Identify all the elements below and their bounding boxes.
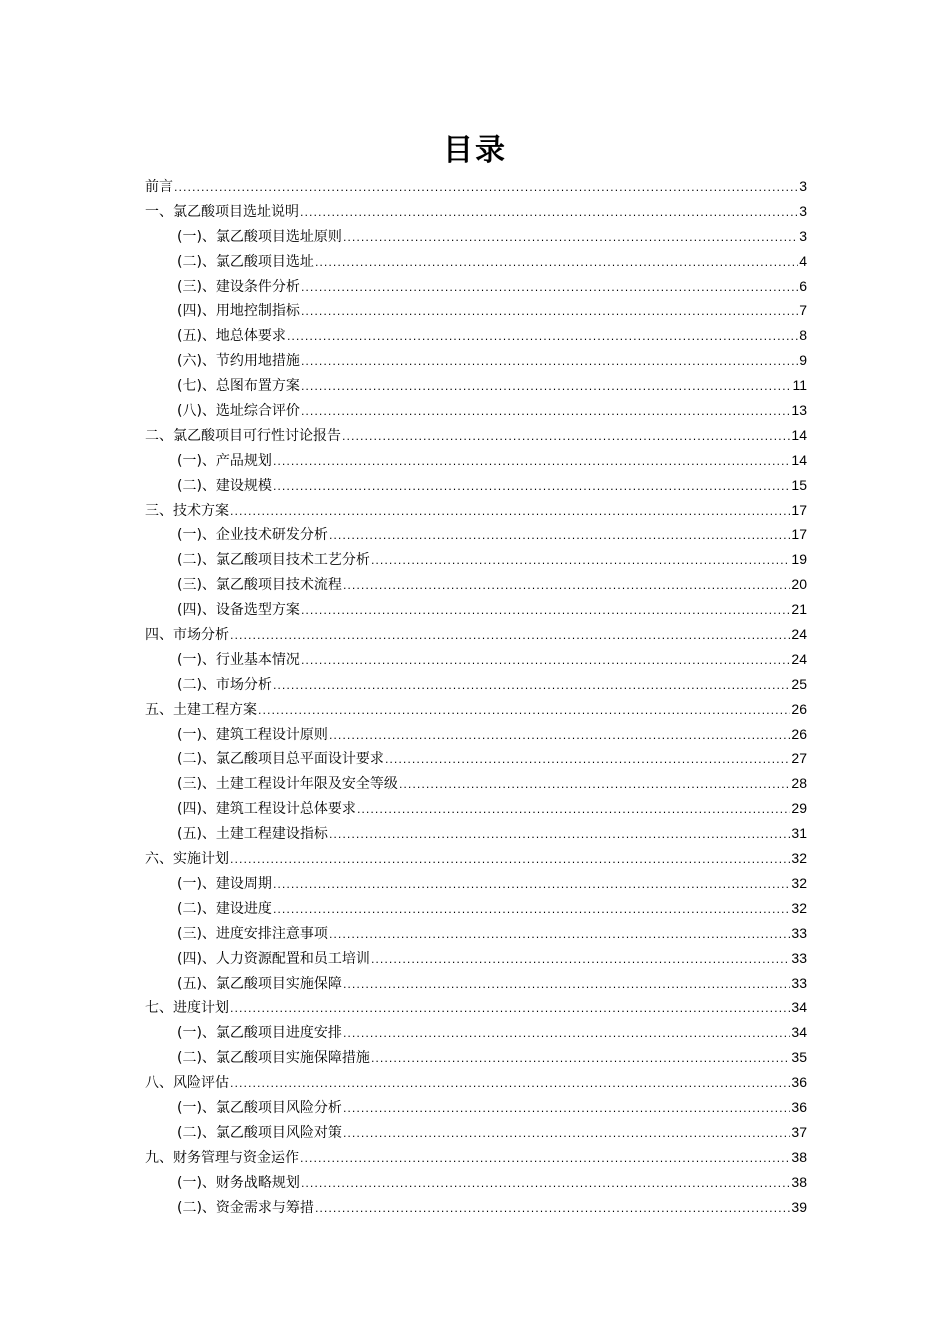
toc-page-number: 15 — [791, 476, 807, 493]
toc-page-number: 32 — [791, 850, 807, 867]
toc-dot-leader — [230, 500, 790, 525]
toc-entry-text: (一)、氯乙酸项目选址原则 — [177, 228, 342, 245]
toc-dot-leader — [342, 425, 790, 450]
toc-page-number: 17 — [791, 526, 807, 543]
toc-dot-leader — [258, 699, 790, 724]
toc-section-entry[interactable] — [145, 1120, 807, 1145]
toc-entry-text: (五)、土建工程建设指标 — [177, 826, 328, 843]
toc-entry-text: (二)、建设进度 — [177, 900, 272, 917]
toc-entry-text: 三、技术方案 — [145, 502, 229, 519]
toc-section-entry[interactable] — [145, 771, 807, 796]
toc-section-entry[interactable] — [145, 274, 807, 299]
toc-dot-leader — [273, 873, 790, 898]
toc-page-number: 7 — [799, 302, 807, 319]
toc-page-number: 36 — [791, 1098, 807, 1115]
toc-section-entry[interactable] — [145, 298, 807, 323]
toc-page-number: 37 — [791, 1123, 807, 1140]
toc-dot-leader — [385, 748, 790, 773]
toc-section-entry[interactable] — [145, 547, 807, 572]
toc-chapter-entry[interactable] — [145, 174, 807, 199]
toc-section-entry[interactable] — [145, 921, 807, 946]
toc-dot-leader — [343, 973, 790, 998]
toc-dot-leader — [329, 923, 790, 948]
toc-page-number: 25 — [791, 675, 807, 692]
toc-entry-text: (三)、土建工程设计年限及安全等级 — [177, 776, 398, 793]
toc-page-number: 13 — [791, 402, 807, 419]
toc-page-number: 24 — [791, 650, 807, 667]
toc-entry-text: (六)、节约用地措施 — [177, 353, 300, 370]
toc-page-number: 39 — [791, 1198, 807, 1215]
toc-page-number: 26 — [791, 725, 807, 742]
toc-entry-text: (一)、产品规划 — [177, 452, 272, 469]
toc-dot-leader — [371, 1047, 790, 1072]
toc-dot-leader — [329, 524, 790, 549]
toc-page-number: 11 — [792, 377, 807, 394]
toc-section-entry[interactable] — [145, 572, 807, 597]
toc-entry-text: (一)、氯乙酸项目进度安排 — [177, 1025, 342, 1042]
toc-chapter-entry[interactable] — [145, 697, 807, 722]
toc-section-entry[interactable] — [145, 448, 807, 473]
toc-entry-text: 六、实施计划 — [145, 851, 229, 868]
toc-section-entry[interactable] — [145, 348, 807, 373]
toc-dot-leader — [357, 798, 790, 823]
toc-entry-text: (二)、资金需求与筹措 — [177, 1199, 314, 1216]
toc-section-entry[interactable] — [145, 1170, 807, 1195]
toc-entry-text: (五)、氯乙酸项目实施保障 — [177, 975, 342, 992]
toc-dot-leader — [301, 350, 798, 375]
toc-dot-leader — [174, 176, 798, 201]
toc-dot-leader — [300, 1147, 790, 1172]
toc-section-entry[interactable] — [145, 722, 807, 747]
toc-section-entry[interactable] — [145, 821, 807, 846]
toc-dot-leader — [273, 475, 790, 500]
toc-page-number: 34 — [791, 999, 807, 1016]
toc-entry-text: 一、氯乙酸项目选址说明 — [145, 203, 299, 220]
toc-page-number: 21 — [791, 601, 807, 618]
toc-entry-text: (一)、氯乙酸项目风险分析 — [177, 1099, 342, 1116]
toc-entry-text: (四)、建筑工程设计总体要求 — [177, 801, 356, 818]
toc-chapter-entry[interactable] — [145, 498, 807, 523]
toc-dot-leader — [315, 1197, 790, 1222]
toc-section-entry[interactable] — [145, 597, 807, 622]
toc-dot-leader — [315, 251, 798, 276]
toc-dot-leader — [230, 997, 790, 1022]
toc-dot-leader — [371, 948, 790, 973]
toc-entry-text: (五)、地总体要求 — [177, 328, 286, 345]
toc-entry-text: 四、市场分析 — [145, 627, 229, 644]
toc-chapter-entry[interactable] — [145, 199, 807, 224]
toc-page-number: 14 — [791, 426, 807, 443]
toc-dot-leader — [230, 624, 790, 649]
toc-section-entry[interactable] — [145, 946, 807, 971]
toc-section-entry[interactable] — [145, 323, 807, 348]
toc-title: 目录 — [443, 133, 507, 168]
toc-page-number: 33 — [791, 974, 807, 991]
toc-entry-text: (一)、财务战略规划 — [177, 1174, 300, 1191]
toc-section-entry[interactable] — [145, 1045, 807, 1070]
toc-entry-text: (一)、行业基本情况 — [177, 651, 300, 668]
toc-page-number: 29 — [791, 800, 807, 817]
toc-chapter-entry[interactable] — [145, 423, 807, 448]
toc-page-number: 28 — [791, 775, 807, 792]
toc-entry-text: 八、风险评估 — [145, 1075, 229, 1092]
toc-page-number: 8 — [799, 327, 807, 344]
toc-entry-text: 二、氯乙酸项目可行性讨论报告 — [145, 427, 341, 444]
toc-entry-text: (三)、建设条件分析 — [177, 278, 300, 295]
toc-entry-text: (二)、市场分析 — [177, 676, 272, 693]
toc-page-number: 35 — [791, 1049, 807, 1066]
toc-page-number: 31 — [791, 825, 807, 842]
toc-section-entry[interactable] — [145, 249, 807, 274]
toc-page-number: 9 — [799, 352, 807, 369]
toc-entry-text: 七、进度计划 — [145, 1000, 229, 1017]
toc-dot-leader — [343, 1122, 790, 1147]
toc-dot-leader — [301, 375, 792, 400]
toc-entry-text: (三)、进度安排注意事项 — [177, 925, 328, 942]
toc-entry-text: (二)、氯乙酸项目技术工艺分析 — [177, 552, 370, 569]
toc-chapter-entry[interactable] — [145, 846, 807, 871]
toc-section-entry[interactable] — [145, 398, 807, 423]
toc-entry-text: (四)、用地控制指标 — [177, 303, 300, 320]
toc-entry-text: 前言 — [145, 179, 173, 195]
toc-entry-text: (一)、建筑工程设计原则 — [177, 726, 328, 743]
toc-page-number: 14 — [791, 451, 807, 468]
toc-chapter-entry[interactable] — [145, 1070, 807, 1095]
toc-entry-text: (二)、氯乙酸项目选址 — [177, 253, 314, 270]
toc-page-number: 3 — [799, 178, 807, 194]
toc-entry-text: (四)、人力资源配置和员工培训 — [177, 950, 370, 967]
toc-chapter-entry[interactable] — [145, 995, 807, 1020]
toc-chapter-entry[interactable] — [145, 622, 807, 647]
toc-dot-leader — [371, 549, 790, 574]
toc-entry-text: (二)、建设规模 — [177, 477, 272, 494]
toc-entry-text: (一)、建设周期 — [177, 875, 272, 892]
toc-dot-leader — [343, 1022, 790, 1047]
toc-section-entry[interactable] — [145, 971, 807, 996]
toc-page-number: 4 — [799, 252, 807, 269]
toc-page-number: 38 — [791, 1148, 807, 1165]
toc-entry-text: 五、土建工程方案 — [145, 701, 257, 718]
toc-entry-text: (一)、企业技术研发分析 — [177, 527, 328, 544]
toc-page-number: 36 — [791, 1074, 807, 1091]
toc-page-number: 24 — [791, 626, 807, 643]
toc-dot-leader — [301, 276, 798, 301]
toc-section-entry[interactable] — [145, 473, 807, 498]
toc-page-number: 27 — [791, 750, 807, 767]
toc-section-entry[interactable] — [145, 224, 807, 249]
toc-dot-leader — [399, 773, 790, 798]
toc-entry-text: (八)、选址综合评价 — [177, 403, 300, 420]
toc-dot-leader — [273, 898, 790, 923]
toc-page-number: 33 — [791, 924, 807, 941]
toc-entry-text: (七)、总图布置方案 — [177, 378, 300, 395]
toc-section-entry[interactable] — [145, 647, 807, 672]
toc-page-number: 33 — [791, 949, 807, 966]
toc-dot-leader — [301, 649, 790, 674]
toc-page-number: 3 — [799, 227, 807, 244]
toc-page-number: 20 — [791, 576, 807, 593]
toc-dot-leader — [343, 574, 790, 599]
toc-dot-leader — [287, 325, 798, 350]
toc-chapter-entry[interactable] — [145, 1145, 807, 1170]
toc-dot-leader — [301, 400, 790, 425]
toc-dot-leader — [273, 674, 790, 699]
toc-page-number: 26 — [791, 700, 807, 717]
toc-dot-leader — [343, 1097, 790, 1122]
toc-page-number: 6 — [799, 277, 807, 294]
toc-dot-leader — [301, 1172, 790, 1197]
toc-dot-leader — [301, 599, 790, 624]
toc-page-number: 32 — [791, 874, 807, 891]
toc-page-number: 3 — [799, 202, 807, 219]
toc-section-entry[interactable] — [145, 1020, 807, 1045]
toc-section-entry[interactable] — [145, 746, 807, 771]
toc-dot-leader — [300, 201, 798, 226]
toc-page-number: 34 — [791, 1024, 807, 1041]
toc-section-entry[interactable] — [145, 1095, 807, 1120]
toc-section-entry[interactable] — [145, 871, 807, 896]
toc-dot-leader — [329, 823, 790, 848]
toc-section-entry[interactable] — [145, 522, 807, 547]
toc-section-entry[interactable] — [145, 373, 807, 398]
toc-section-entry[interactable] — [145, 796, 807, 821]
toc-dot-leader — [329, 724, 790, 749]
toc-page-number: 19 — [791, 551, 807, 568]
toc-entry-text: 九、财务管理与资金运作 — [145, 1149, 299, 1166]
toc-entry-text: (二)、氯乙酸项目风险对策 — [177, 1124, 342, 1141]
toc-entry-text: (三)、氯乙酸项目技术流程 — [177, 577, 342, 594]
toc-section-entry[interactable] — [145, 1195, 807, 1220]
toc-entry-text: (二)、氯乙酸项目实施保障措施 — [177, 1050, 370, 1067]
toc-section-entry[interactable] — [145, 896, 807, 921]
toc-page-number: 32 — [791, 899, 807, 916]
table-of-contents — [145, 174, 807, 1219]
toc-entry-text: (二)、氯乙酸项目总平面设计要求 — [177, 751, 384, 768]
toc-page-number: 17 — [791, 501, 807, 518]
toc-dot-leader — [230, 1072, 790, 1097]
toc-entry-text: (四)、设备选型方案 — [177, 602, 300, 619]
toc-dot-leader — [230, 848, 790, 873]
toc-dot-leader — [343, 226, 798, 251]
toc-dot-leader — [273, 450, 790, 475]
toc-section-entry[interactable] — [145, 672, 807, 697]
toc-dot-leader — [301, 300, 798, 325]
toc-page-number: 38 — [791, 1173, 807, 1190]
